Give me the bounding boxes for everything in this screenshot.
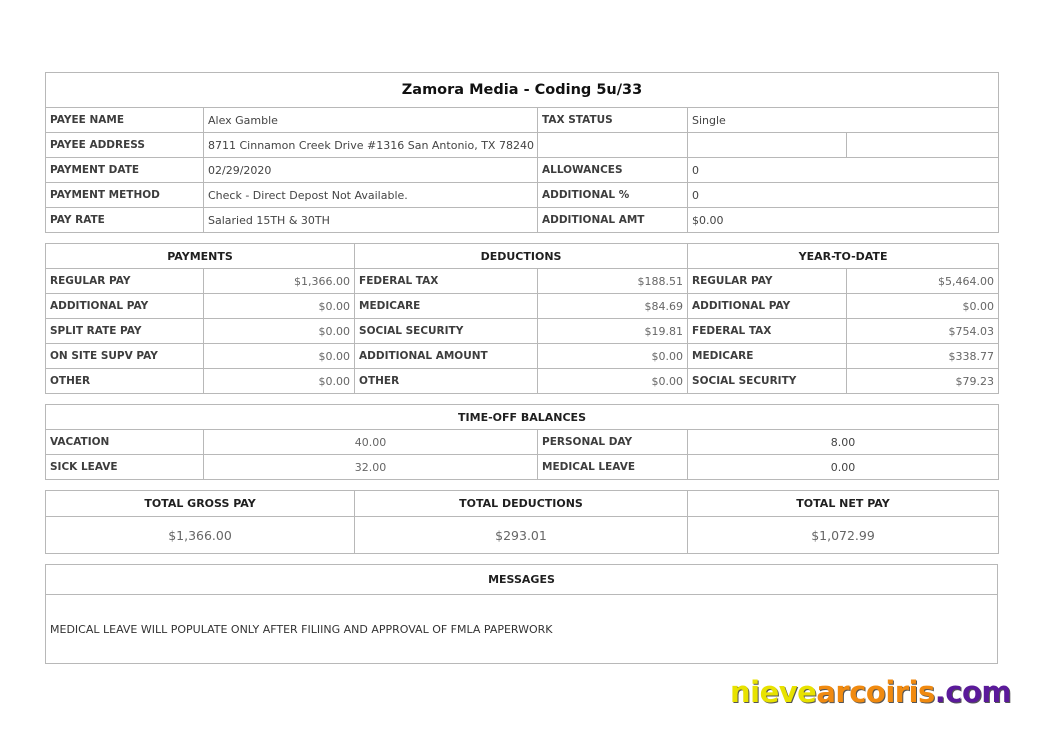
watermark-part-3: .com (934, 675, 1012, 709)
ytd-header: YEAR-TO-DATE (688, 244, 999, 269)
empty-cell (847, 133, 999, 158)
messages-header: MESSAGES (46, 565, 998, 595)
sick-leave-value: 32.00 (204, 455, 538, 480)
table-row (46, 319, 999, 344)
payee-name-label: PAYEE NAME (46, 108, 204, 133)
ytd-value: $5,464.00 (847, 269, 999, 294)
totals-table (45, 490, 999, 554)
payments-header: PAYMENTS (46, 244, 355, 269)
tax-status-value: Single (688, 108, 999, 133)
table-row (46, 269, 999, 294)
total-gross-label: TOTAL GROSS PAY (46, 491, 355, 517)
tax-status-label: TAX STATUS (538, 108, 688, 133)
vacation-label: VACATION (46, 430, 204, 455)
sick-leave-label: SICK LEAVE (46, 455, 204, 480)
total-deductions-value: $293.01 (355, 517, 688, 554)
medical-leave-value: 0.00 (688, 455, 999, 480)
table-row (46, 344, 999, 369)
watermark-part-2: arcoiris (816, 675, 935, 709)
payment-method-value: Check - Direct Depost Not Available. (204, 183, 538, 208)
table-row (46, 294, 999, 319)
payment-label: ADDITIONAL PAY (46, 294, 204, 319)
payment-date-label: PAYMENT DATE (46, 158, 204, 183)
earnings-table (45, 243, 999, 394)
deduction-value: $188.51 (538, 269, 688, 294)
empty-cell (538, 133, 688, 158)
payment-value: $0.00 (204, 369, 355, 394)
additional-amt-value: $0.00 (688, 208, 999, 233)
timeoff-table (45, 404, 999, 480)
additional-pct-label: ADDITIONAL % (538, 183, 688, 208)
deduction-label: OTHER (355, 369, 538, 394)
total-gross-value: $1,366.00 (46, 517, 355, 554)
payment-label: ON SITE SUPV PAY (46, 344, 204, 369)
additional-pct-value: 0 (688, 183, 999, 208)
page-title: Zamora Media - Coding 5u/33 (46, 73, 999, 108)
deduction-label: SOCIAL SECURITY (355, 319, 538, 344)
ytd-value: $0.00 (847, 294, 999, 319)
payment-date-value: 02/29/2020 (204, 158, 538, 183)
personal-day-value: 8.00 (688, 430, 999, 455)
payee-address-value: 8711 Cinnamon Creek Drive #1316 San Antonio, TX 78240 (204, 133, 538, 158)
payee-address-label: PAYEE ADDRESS (46, 133, 204, 158)
ytd-value: $754.03 (847, 319, 999, 344)
table-row (46, 369, 999, 394)
payment-label: OTHER (46, 369, 204, 394)
ytd-label: REGULAR PAY (688, 269, 847, 294)
payee-info-table (45, 72, 999, 233)
empty-cell (688, 133, 847, 158)
ytd-value: $79.23 (847, 369, 999, 394)
payment-method-label: PAYMENT METHOD (46, 183, 204, 208)
ytd-label: ADDITIONAL PAY (688, 294, 847, 319)
message-text: MEDICAL LEAVE WILL POPULATE ONLY AFTER FILIING AND APPROVAL OF FMLA PAPERWORK (46, 595, 998, 664)
total-net-label: TOTAL NET PAY (688, 491, 999, 517)
deduction-label: FEDERAL TAX (355, 269, 538, 294)
payment-label: SPLIT RATE PAY (46, 319, 204, 344)
deduction-label: ADDITIONAL AMOUNT (355, 344, 538, 369)
ytd-value: $338.77 (847, 344, 999, 369)
personal-day-label: PERSONAL DAY (538, 430, 688, 455)
deduction-value: $84.69 (538, 294, 688, 319)
payment-value: $0.00 (204, 294, 355, 319)
deduction-label: MEDICARE (355, 294, 538, 319)
payment-label: REGULAR PAY (46, 269, 204, 294)
payment-value: $1,366.00 (204, 269, 355, 294)
ytd-label: SOCIAL SECURITY (688, 369, 847, 394)
ytd-label: MEDICARE (688, 344, 847, 369)
watermark-logo (730, 675, 1011, 709)
deduction-value: $19.81 (538, 319, 688, 344)
deductions-header: DEDUCTIONS (355, 244, 688, 269)
pay-rate-value: Salaried 15TH & 30TH (204, 208, 538, 233)
additional-amt-label: ADDITIONAL AMT (538, 208, 688, 233)
total-net-value: $1,072.99 (688, 517, 999, 554)
deduction-value: $0.00 (538, 344, 688, 369)
payment-value: $0.00 (204, 319, 355, 344)
allowances-value: 0 (688, 158, 999, 183)
pay-rate-label: PAY RATE (46, 208, 204, 233)
ytd-label: FEDERAL TAX (688, 319, 847, 344)
deduction-value: $0.00 (538, 369, 688, 394)
payment-value: $0.00 (204, 344, 355, 369)
medical-leave-label: MEDICAL LEAVE (538, 455, 688, 480)
allowances-label: ALLOWANCES (538, 158, 688, 183)
watermark-part-1: nieve (730, 675, 817, 709)
messages-table (45, 564, 998, 664)
payee-name-value: Alex Gamble (204, 108, 538, 133)
total-deductions-label: TOTAL DEDUCTIONS (355, 491, 688, 517)
vacation-value: 40.00 (204, 430, 538, 455)
timeoff-header: TIME-OFF BALANCES (46, 405, 999, 430)
